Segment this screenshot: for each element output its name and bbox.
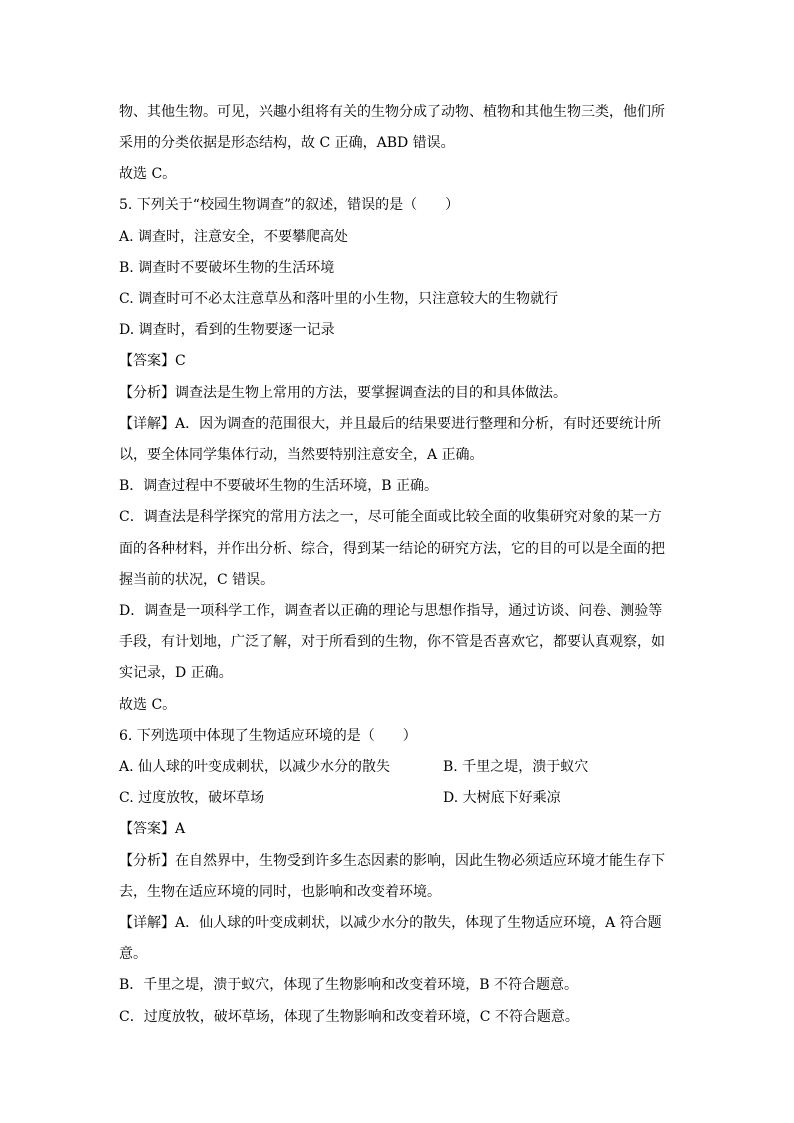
text-line: C．调查法是科学探究的常用方法之一，尽可能全面或比较全面的收集研究对象的某一方 [119,509,662,525]
text-line: 意。 [119,946,147,962]
text-line: 以，要全体同学集体行动，当然要特别注意安全，A 正确。 [119,447,484,463]
question-6-option-a: A. 仙人球的叶变成刺状，以减少水分的散失 [119,759,391,775]
question-5-option-b: B. 调查时不要破坏生物的生活环境 [119,260,335,276]
text-line: B．调查过程中不要破坏生物的生活环境，B 正确。 [119,478,439,494]
text-line: 【详解】A．仙人球的叶变成刺状，以减少水分的散失，体现了生物适应环境，A 符合题 [119,915,662,931]
text-line: 采用的分类依据是形态结构，故 C 正确，ABD 错误。 [119,135,455,151]
text-line: 手段，有计划地，广泛了解，对于所看到的生物，你不管是否喜欢它，都要认真观察，如 [119,634,665,650]
text-line: C．过度放牧，破坏草场，体现了生物影响和改变着环境，C 不符合题意。 [119,1009,579,1025]
question-5-option-a: A. 调查时，注意安全，不要攀爬高处 [119,229,349,245]
question-6-option-c: C. 过度放牧，破坏草场 [119,790,265,806]
text-line: 物、其他生物。可见，兴趣小组将有关的生物分成了动物、植物和其他生物三类，他们所 [119,104,665,120]
question-6-stem: 6. 下列选项中体现了生物适应环境的是（ ） [119,728,417,744]
question-6-analysis: 【分析】在自然界中，生物受到许多生态因素的影响，因此生物必须适应环境才能生存下 [119,853,665,869]
question-5-option-c: C. 调查时可不必太注意草丛和落叶里的小生物，只注意较大的生物就行 [119,291,559,307]
question-5-answer: 【答案】C [119,353,186,369]
text-line: 故选 C。 [119,166,177,182]
question-5-analysis: 【分析】调查法是生物上常用的方法，要掌握调查法的目的和具体做法。 [119,385,567,401]
question-6-answer: 【答案】A [119,821,186,837]
text-line: D．调查是一项科学工作，调查者以正确的理论与思想作指导，通过访谈、问卷、测验等 [119,603,663,619]
question-5-stem: 5. 下列关于“校园生物调查”的叙述，错误的是（ ） [119,197,460,213]
text-line: 握当前的状况，C 错误。 [119,572,275,588]
question-5-option-d: D. 调查时，看到的生物要逐一记录 [119,322,335,338]
question-6-option-d: D. 大树底下好乘凉 [443,790,561,806]
text-line: 去，生物在适应环境的同时，也影响和改变着环境。 [119,884,441,900]
text-line: 实记录，D 正确。 [119,665,233,681]
text-line: 故选 C。 [119,697,177,713]
text-line: 【详解】A．因为调查的范围很大，并且最后的结果要进行整理和分析，有时还要统计所 [119,416,662,432]
question-6-option-b: B. 千里之堤，溃于蚁穴 [443,759,589,775]
text-line: B．千里之堤，溃于蚁穴，体现了生物影响和改变着环境，B 不符合题意。 [119,977,579,993]
text-line: 面的各种材料，并作出分析、综合，得到某一结论的研究方法，它的目的可以是全面的把 [119,541,665,557]
